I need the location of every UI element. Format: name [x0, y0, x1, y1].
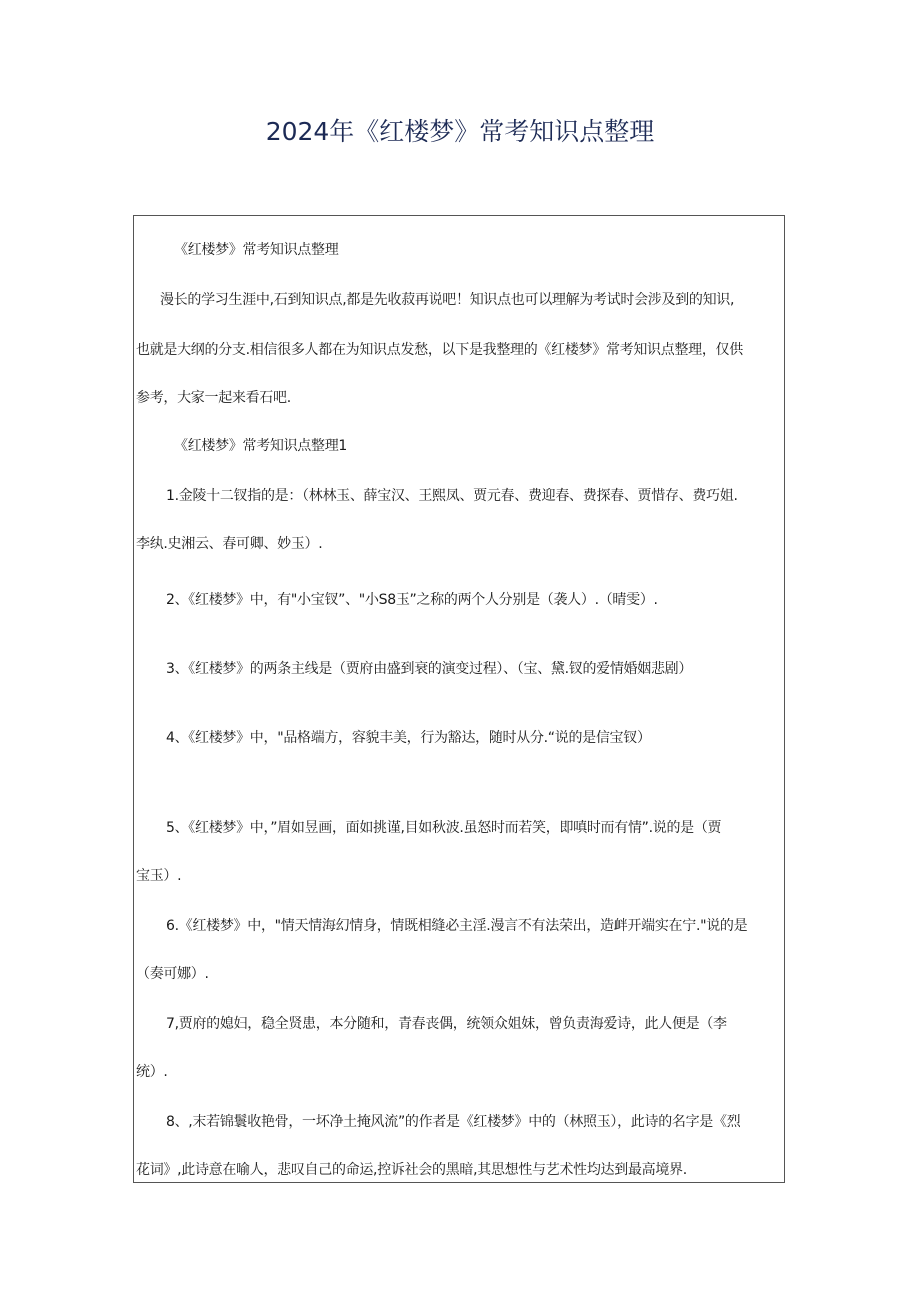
paragraph-line: 也就是大纲的分支.相信很多人都在为知识点发愁，以下是我整理的《红楼梦》常考知识点整理，仅供 [136, 342, 743, 358]
paragraph-line: 统）. [136, 1064, 168, 1080]
paragraph-line: 7,贾府的媳妇，稳全贤患，本分随和，青春丧偶，统领众姐妹，曾负责海爱诗，此人便是（李 [166, 1016, 727, 1032]
paragraph-line: 5、《红楼梦》中，”眉如昱画，面如挑谨,目如秋波.虽怒时而若笑，即嗔时而有情”.说的是（贾 [166, 820, 722, 836]
paragraph-line: 《红楼梦》常考知识点整理 [174, 242, 339, 258]
paragraph-line: 《红楼梦》常考知识点整理1 [174, 438, 348, 454]
paragraph-line: 宝玉）. [136, 868, 182, 884]
paragraph-line: 6.《红楼梦》中，"情天情海幻情身，情既相缝必主淫.漫言不有法荣出，造衅开端实在宁."说的是 [166, 918, 748, 934]
paragraph-line: 8、,末若锦鬟收艳骨，一坏净土掩风流”的作者是《红楼梦》中的（林照玉），此诗的名字是《烈 [166, 1114, 741, 1130]
page-title: 2024年《红楼梦》常考知识点整理 [265, 117, 655, 146]
paragraph-line: 花词》,此诗意在喻人，悲叹自己的命运,控诉社会的黑暗,其思想性与艺术性均达到最高境界. [136, 1162, 687, 1178]
paragraph-line: 3、《红楼梦》的两条主线是（贾府由盛到衰的演变过程）、（宝、黛.钗的爱情婚姻悲剧） [166, 661, 693, 677]
paragraph-line: 4、《红楼梦》中，"品格端方，容貌丰美，行为豁达，随时从分.“说的是信宝钗） [166, 730, 651, 746]
content-frame [133, 215, 785, 1183]
paragraph-line: 2、《红楼梦》中，有"小宝钗”、"小S8玉”之称的两个人分别是（袭人）.（晴雯）. [166, 592, 658, 608]
paragraph-line: 参考，大家一起来看石吧. [136, 390, 291, 406]
paragraph-line: 李纨.史湘云、春可卿、妙玉）. [136, 536, 323, 552]
paragraph-line: （奏可娜）. [136, 966, 209, 982]
paragraph-line: 漫长的学习生涯中,石到知识点,都是先收菽再说吧！知识点也可以理解为考试时会涉及到的知识, [160, 292, 735, 308]
paragraph-line: 1.金陵十二钗指的是：（林林玉、薛宝汉、王熙凤、贾元春、费迎春、费探春、贾惜存、费巧姐. [166, 488, 738, 504]
